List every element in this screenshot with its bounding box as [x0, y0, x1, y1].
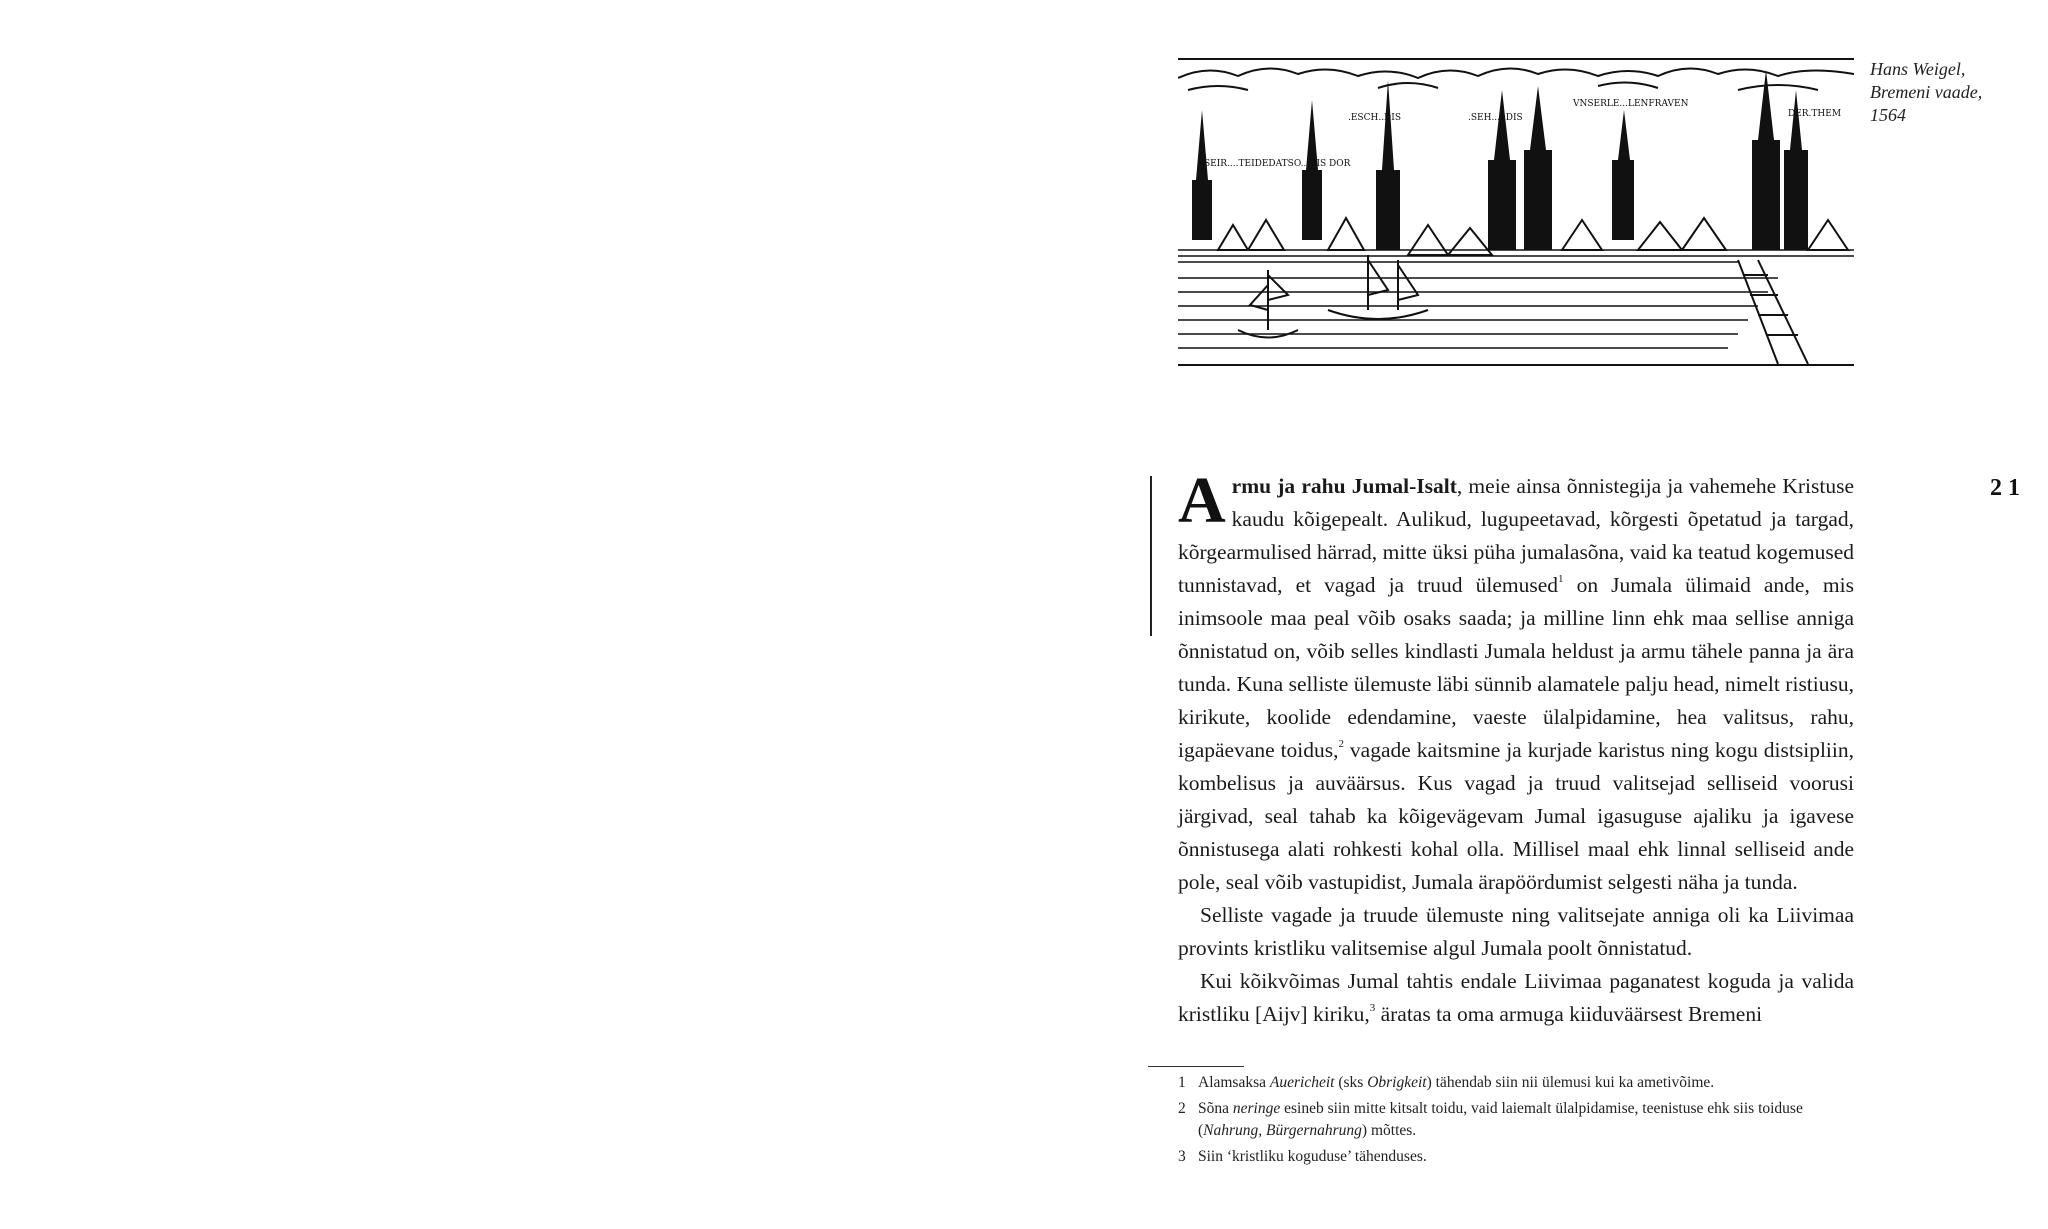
paragraph-text: on Jumala ülimaid ande, mis inimsoole maa peal võib osaks saada; ja milline linn ehk maa sellise anniga õnnistatud on, võib selles kindlasti Jumala heldust ja armu tähele panna ja ära tunda. Kuna selliste ülemuste läbi sünnib alamatele palju head, nimelt ristiusu, kirikute, koolide edendamine, vaeste ülalpidamine, hea valitsus, rahu, igapäevane toidus,: [1178, 573, 1854, 762]
paragraph: [1178, 965, 1854, 1031]
footnote-number: 3: [1178, 1148, 1186, 1165]
paragraph-text: Kui kõikvõimas Jumal tahtis endale Liivimaa paganatest koguda ja valida kristliku [Aijv] kiriku,: [1178, 969, 1854, 1026]
caption-line: Hans Weigel,: [1870, 59, 1966, 79]
footnote-text: Alamsaksa Auericheit (sks Obrigkeit) tähendab siin nii ülemusi kui ka ametivõime.: [1198, 1074, 1715, 1091]
paragraph-text: vagade kaitsmine ja kurjade karistus ning kogu distsipliin, kombelisus ja auväärsus. Kus vagad ja truud valitsejad selliseid voorusi järgivad, seal tahab ka kõigevägevam Jumal igasuguse ajaliku ja igavese õnnistusega alati rohkesti kohal olla. Millisel maal ehk linnal selliseid ande pole, seal võib vastupidist, Jumala ärapöördumist selgesti näha ja tunda.: [1178, 738, 1854, 894]
footnote-separator: [1148, 1066, 1244, 1067]
paragraph: [1178, 464, 1854, 899]
footnote-number: 1: [1178, 1074, 1186, 1091]
woodcut-label: .ESCH..DIS: [1348, 113, 1401, 123]
footnote: [1178, 1098, 1854, 1142]
woodcut-label: DER.THEM: [1788, 109, 1842, 119]
footnote-ref[interactable]: 3: [1369, 1001, 1376, 1014]
marginal-rule: [1150, 476, 1152, 636]
main-text: [1178, 464, 1854, 1031]
woodcut-label: .SEH.....DIS: [1468, 113, 1523, 123]
paragraph: Selliste vagade ja truude ülemuste ning valitsejate anniga oli ka Liivimaa provints kristliku valitsemise algul Jumala poolt õnnistatud.: [1178, 903, 1854, 960]
woodcut-label: VNSERLE...LENFRAVEN: [1573, 99, 1689, 109]
figure-caption: [1870, 58, 2040, 127]
page-number: 21: [1990, 475, 2026, 501]
lead-phrase: rmu ja rahu Jumal-Isalt: [1231, 474, 1457, 498]
footnote-ref[interactable]: 1: [1558, 572, 1564, 585]
footnote: [1178, 1072, 1854, 1094]
caption-line: Bremeni vaade,: [1870, 82, 1983, 102]
bremen-woodcut-image: [1178, 58, 1854, 366]
drop-cap: A: [1178, 464, 1226, 537]
footnote: [1178, 1146, 1854, 1168]
footnote-text: Sõna neringe esineb siin mitte kitsalt toidu, vaid laiemalt ülalpidamise, teenistuse ehk siis toiduse (Nahrung, Bürgernahrung) mõttes.: [1198, 1100, 1803, 1139]
footnote-ref[interactable]: 2: [1338, 737, 1345, 750]
caption-line: 1564: [1870, 105, 1906, 125]
footnote-text: Siin ‘kristliku koguduse’ tähenduses.: [1198, 1148, 1427, 1165]
woodcut-label: SEIR....TEIDEDATSO...DIS DOR: [1204, 159, 1351, 169]
footnotes: [1178, 1072, 1854, 1172]
woodcut-illustration: [1178, 60, 1854, 364]
footnote-number: 2: [1178, 1100, 1186, 1117]
paragraph-text: äratas ta oma armuga kiiduväärsest Bremeni: [1375, 1002, 1763, 1026]
paragraph-text: , meie ainsa õnnistegija ja vahemehe Kristuse kaudu kõigepealt. Aulikud, lugupeetavad, kõrgesti õpetatud ja targad, kõrgearmulised härrad, mitte üksi püha jumalasõna, vaid ka teatud kogemused tunnistavad, et vagad ja truud ülemused: [1178, 474, 1854, 597]
